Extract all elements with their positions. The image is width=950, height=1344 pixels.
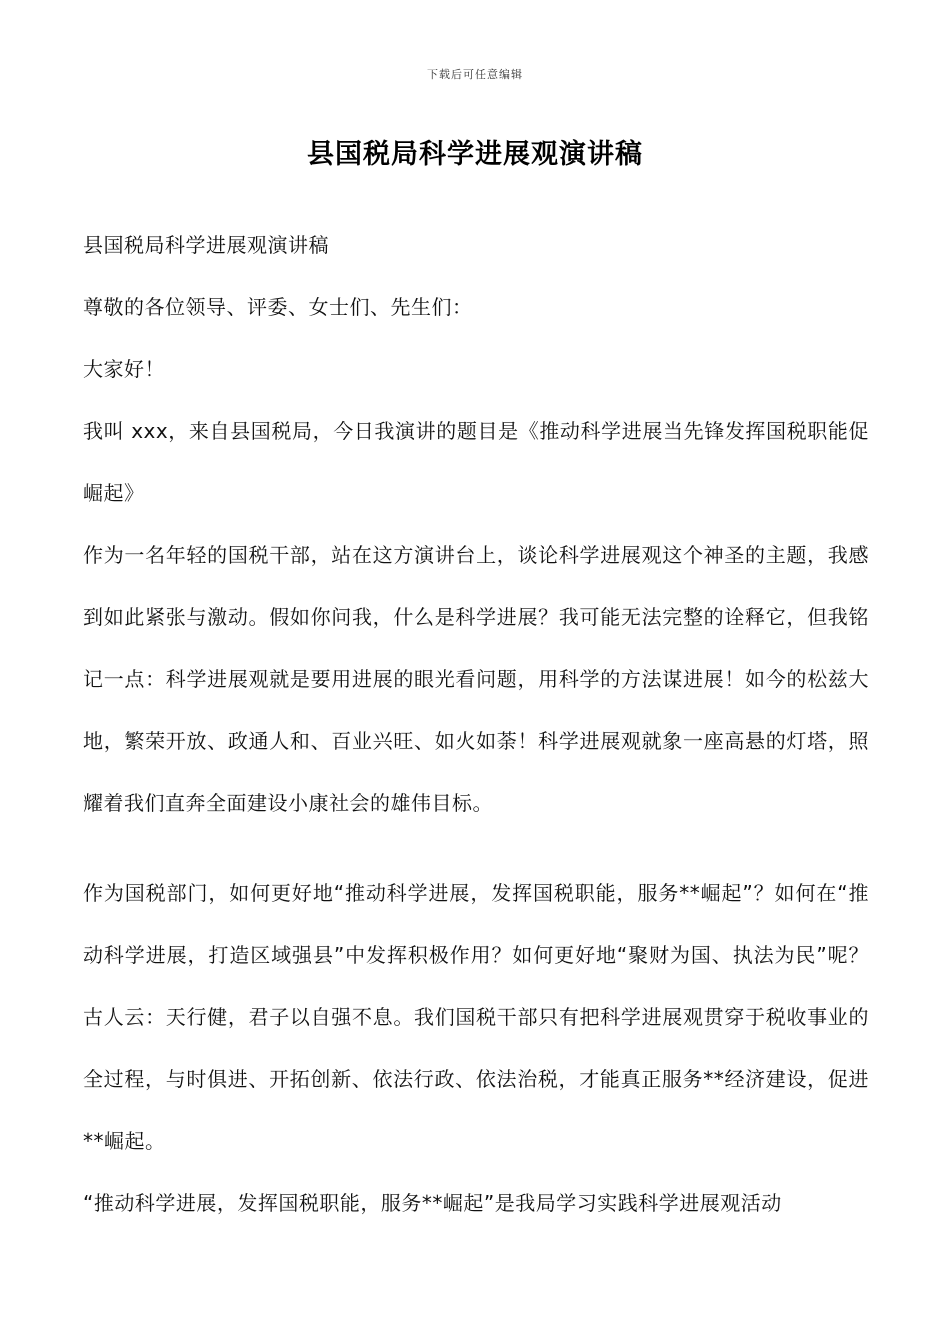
paragraph-greeting: 大家好！ (83, 357, 165, 381)
paragraph-introduction: 我叫 xxx，来自县国税局，今日我演讲的题目是《推动科学进展当先锋发挥国税职能促崛起》 (83, 419, 869, 505)
header-note: 下载后可任意编辑 (427, 68, 523, 81)
document-title: 县国税局科学进展观演讲稿 (307, 139, 643, 170)
paragraph-body-3: “推动科学进展，发挥国税职能，服务**崛起”是我局学习实践科学进展观活动 (83, 1191, 782, 1215)
paragraph-salutation: 尊敬的各位领导、评委、女士们、先生们： (83, 295, 473, 319)
paragraph-subtitle: 县国税局科学进展观演讲稿 (83, 233, 329, 257)
paragraph-body-1: 作为一名年轻的国税干部，站在这方演讲台上，谈论科学进展观这个神圣的主题，我感到如此紧张与激动。假如你问我，什么是科学进展？我可能无法完整的诠释它，但我铭记一点：科学进展观就是要用进展的眼光看问题，用科学的方法谋进展！如今的松兹大地，繁荣开放、政通人和、百业兴旺、如火如荼！科学进展观就象一座高悬的灯塔，照耀着我们直奔全面建设小康社会的雄伟目标。 (83, 543, 869, 815)
paragraph-body-2: 作为国税部门，如何更好地“推动科学进展，发挥国税职能，服务**崛起”？如何在“推动科学进展，打造区域强县”中发挥积极作用？如何更好地“聚财为国、执法为民”呢？古人云：天行健，君子以自强不息。我们国税干部只有把科学进展观贯穿于税收事业的全过程，与时俱进、开拓创新、依法行政、依法治税，才能真正服务**经济建设，促进**崛起。 (83, 881, 869, 1153)
document-body (83, 214, 869, 1234)
